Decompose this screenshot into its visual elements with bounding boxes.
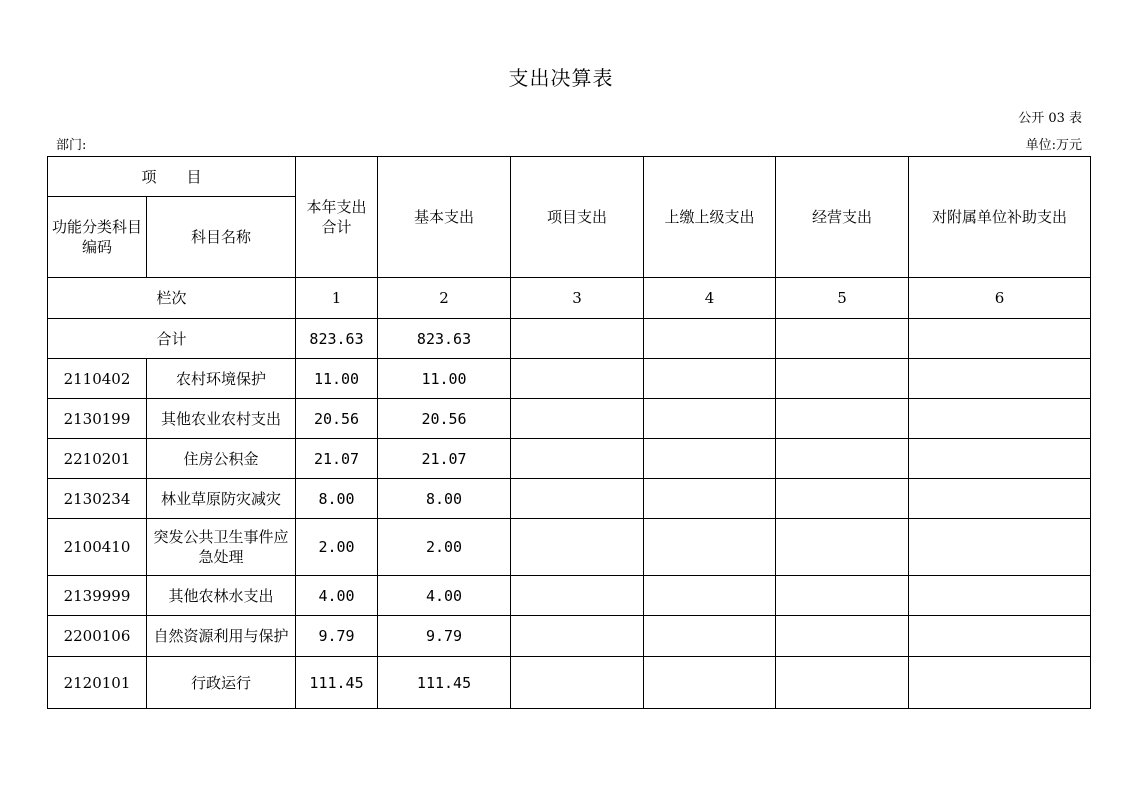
department-label: 部门: xyxy=(56,138,87,153)
table-row xyxy=(48,519,1091,576)
header-col-4: 上缴上级支出 xyxy=(644,157,776,278)
row-value xyxy=(909,399,1091,439)
subject-name: 住房公积金 xyxy=(147,439,296,479)
table-row xyxy=(48,616,1091,657)
row-value xyxy=(644,657,776,709)
header-item: 项 目 xyxy=(48,157,296,197)
row-value xyxy=(644,616,776,657)
row-value xyxy=(511,439,644,479)
subject-code: 2200106 xyxy=(48,616,147,657)
row-value xyxy=(511,399,644,439)
row-value xyxy=(909,576,1091,616)
row-value: 111.45 xyxy=(378,657,511,709)
total-value: 823.63 xyxy=(296,319,378,359)
subject-name: 行政运行 xyxy=(147,657,296,709)
form-number: 公开 03 表 xyxy=(1018,111,1082,126)
row-value xyxy=(776,439,909,479)
row-value xyxy=(511,479,644,519)
row-value: 8.00 xyxy=(378,479,511,519)
subject-code: 2130234 xyxy=(48,479,147,519)
row-value xyxy=(776,399,909,439)
row-value xyxy=(909,616,1091,657)
row-value: 9.79 xyxy=(296,616,378,657)
row-value: 4.00 xyxy=(378,576,511,616)
row-value xyxy=(644,519,776,576)
subject-code: 2100410 xyxy=(48,519,147,576)
total-value xyxy=(776,319,909,359)
row-value: 2.00 xyxy=(378,519,511,576)
row-value xyxy=(644,439,776,479)
table-row xyxy=(48,359,1091,399)
total-value: 823.63 xyxy=(378,319,511,359)
header-name: 科目名称 xyxy=(147,197,296,278)
row-value xyxy=(511,576,644,616)
row-value: 8.00 xyxy=(296,479,378,519)
row-value xyxy=(776,479,909,519)
row-value: 2.00 xyxy=(296,519,378,576)
row-value: 9.79 xyxy=(378,616,511,657)
row-value: 11.00 xyxy=(378,359,511,399)
row-value xyxy=(776,616,909,657)
header-col-6: 对附属单位补助支出 xyxy=(909,157,1091,278)
row-value: 111.45 xyxy=(296,657,378,709)
row-value: 21.07 xyxy=(378,439,511,479)
row-value xyxy=(511,519,644,576)
column-number: 5 xyxy=(776,278,909,319)
subject-name: 其他农林水支出 xyxy=(147,576,296,616)
total-value xyxy=(511,319,644,359)
total-row xyxy=(48,319,1091,359)
total-value xyxy=(644,319,776,359)
subject-name: 突发公共卫生事件应急处理 xyxy=(147,519,296,576)
column-number: 6 xyxy=(909,278,1091,319)
table-row xyxy=(48,657,1091,709)
row-value: 20.56 xyxy=(378,399,511,439)
header-col-5: 经营支出 xyxy=(776,157,909,278)
row-value: 11.00 xyxy=(296,359,378,399)
table-row xyxy=(48,399,1091,439)
subject-code: 2120101 xyxy=(48,657,147,709)
subject-code: 2139999 xyxy=(48,576,147,616)
row-value xyxy=(909,479,1091,519)
column-number-row xyxy=(48,278,1091,319)
header-col-3: 项目支出 xyxy=(511,157,644,278)
row-value xyxy=(644,576,776,616)
row-value: 4.00 xyxy=(296,576,378,616)
row-value xyxy=(909,657,1091,709)
subject-code: 2110402 xyxy=(48,359,147,399)
subject-name: 农村环境保护 xyxy=(147,359,296,399)
expenditure-table xyxy=(47,156,1091,709)
row-value xyxy=(644,399,776,439)
column-number: 1 xyxy=(296,278,378,319)
table-row xyxy=(48,576,1091,616)
row-value xyxy=(776,359,909,399)
row-value xyxy=(776,576,909,616)
row-value xyxy=(909,519,1091,576)
row-value xyxy=(644,359,776,399)
row-value xyxy=(511,616,644,657)
row-value xyxy=(909,439,1091,479)
subject-name: 林业草原防灾减灾 xyxy=(147,479,296,519)
header-col-2: 基本支出 xyxy=(378,157,511,278)
row-value: 21.07 xyxy=(296,439,378,479)
subject-code: 2210201 xyxy=(48,439,147,479)
subject-code: 2130199 xyxy=(48,399,147,439)
total-value xyxy=(909,319,1091,359)
column-number-label: 栏次 xyxy=(48,278,296,319)
row-value xyxy=(776,519,909,576)
header-col-1: 本年支出合计 xyxy=(296,157,378,278)
subject-name: 其他农业农村支出 xyxy=(147,399,296,439)
total-label: 合计 xyxy=(48,319,296,359)
row-value xyxy=(909,359,1091,399)
row-value xyxy=(511,359,644,399)
column-number: 3 xyxy=(511,278,644,319)
document-title: 支出决算表 xyxy=(508,66,614,90)
row-value xyxy=(644,479,776,519)
header-code: 功能分类科目编码 xyxy=(48,197,147,278)
header-row-top xyxy=(48,157,1091,197)
subject-name: 自然资源利用与保护 xyxy=(147,616,296,657)
column-number: 4 xyxy=(644,278,776,319)
table-row xyxy=(48,479,1091,519)
row-value: 20.56 xyxy=(296,399,378,439)
table-row xyxy=(48,439,1091,479)
row-value xyxy=(511,657,644,709)
unit-label: 单位:万元 xyxy=(1025,138,1082,153)
column-number: 2 xyxy=(378,278,511,319)
row-value xyxy=(776,657,909,709)
